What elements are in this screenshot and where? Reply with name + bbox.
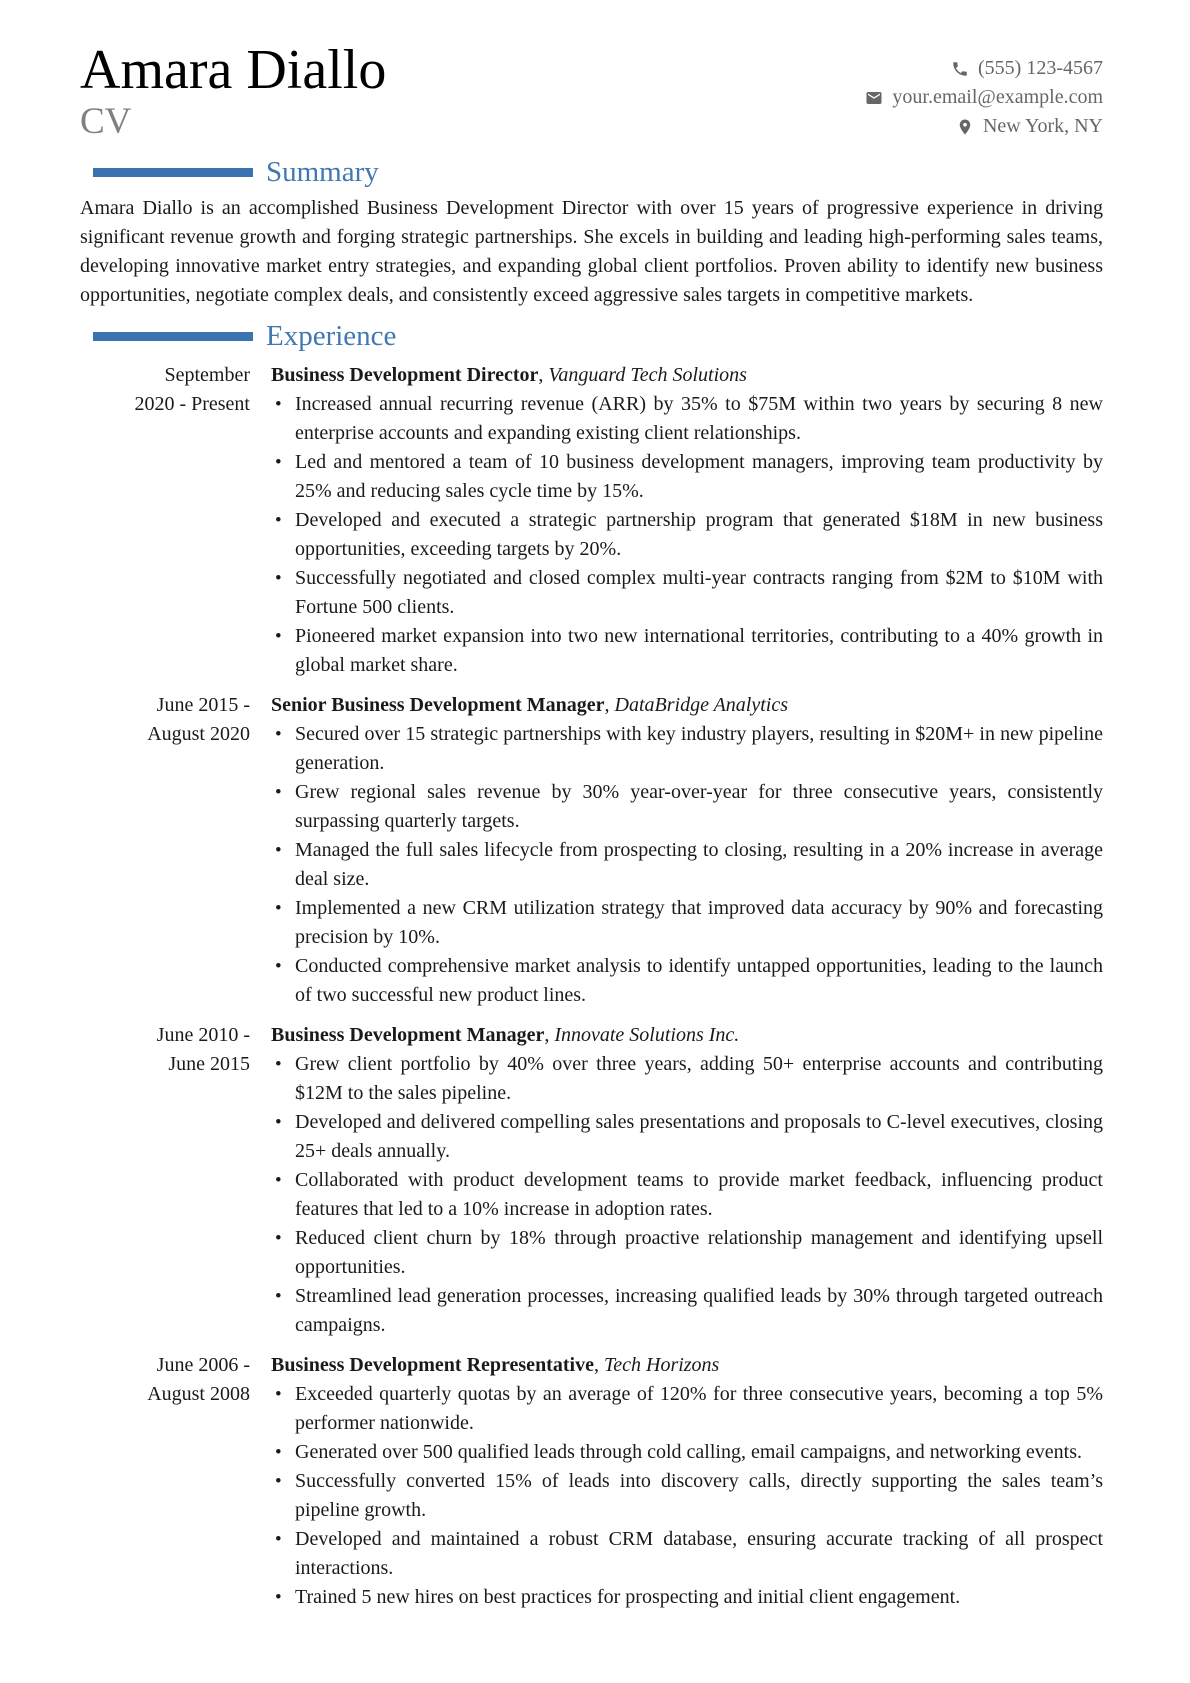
job-date-line: August 2008 [147, 1382, 250, 1405]
job-bullet: • Collaborated with product development teams to provide market feedback, influencing product features that led to a 10% increase in adoption rates. [295, 1166, 1103, 1224]
job-body [271, 361, 1103, 680]
job-body [271, 1021, 1103, 1340]
job-title: Business Development Manager [271, 1023, 545, 1046]
job-title-line [271, 1021, 1103, 1050]
email-address: your.email@example.com [892, 86, 1103, 108]
job-title-line [271, 691, 1103, 720]
job-date [80, 691, 250, 1010]
phone-icon [951, 60, 969, 78]
summary-section-title: Summary [266, 156, 379, 188]
job-bullet: • Developed and maintained a robust CRM database, ensuring accurate tracking of all prospect interactions. [295, 1525, 1103, 1583]
experience-entry [80, 1351, 1103, 1612]
job-bullet: • Developed and delivered compelling sales presentations and proposals to C-level executives, closing 25+ deals annually. [295, 1108, 1103, 1166]
job-bullet: • Reduced client churn by 18% through proactive relationship management and identifying upsell opportunities. [295, 1224, 1103, 1282]
job-bullet-list [271, 1380, 1103, 1612]
job-bullet: • Exceeded quarterly quotas by an average of 120% for three consecutive years, becoming a top 5% performer nationwide. [295, 1380, 1103, 1438]
job-title-separator: , [544, 1023, 555, 1046]
job-bullet: • Secured over 15 strategic partnerships with key industry players, resulting in $20M+ in new pipeline generation. [295, 720, 1103, 778]
experience-entry [80, 1021, 1103, 1340]
job-date-line: June 2010 - [156, 1023, 250, 1046]
job-bullet: • Increased annual recurring revenue (ARR) by 35% to $75M within two years by securing 8 new enterprise accounts and expanding existing client relationships. [295, 390, 1103, 448]
job-company: Vanguard Tech Solutions [548, 363, 747, 386]
job-bullet: • Successfully negotiated and closed complex multi-year contracts ranging from $2M to $10M with Fortune 500 clients. [295, 564, 1103, 622]
header [80, 39, 1103, 143]
job-bullet: • Grew regional sales revenue by 30% year-over-year for three consecutive years, consistently surpassing quarterly targets. [295, 778, 1103, 836]
job-bullet: • Pioneered market expansion into two new international territories, contributing to a 40% growth in global market share. [295, 622, 1103, 680]
job-bullet: • Led and mentored a team of 10 business development managers, improving team productivity by 25% and reducing sales cycle time by 15%. [295, 448, 1103, 506]
job-bullet: • Grew client portfolio by 40% over three years, adding 50+ enterprise accounts and contributing $12M to the sales pipeline. [295, 1050, 1103, 1108]
summary-section [80, 157, 1103, 310]
envelope-icon [865, 89, 883, 107]
job-title-separator: , [538, 363, 549, 386]
job-date [80, 1351, 250, 1612]
section-accent-bar [93, 168, 253, 177]
job-title-line [271, 361, 1103, 390]
name-heading: Amara Diallo [80, 39, 387, 101]
experience-entry [80, 361, 1103, 680]
job-body [271, 1351, 1103, 1612]
job-body [271, 691, 1103, 1010]
job-title: Business Development Director [271, 363, 539, 386]
contact-phone-row [865, 54, 1103, 83]
contact-email-row [865, 83, 1103, 112]
job-bullet: • Implemented a new CRM utilization strategy that improved data accuracy by 90% and forecasting precision by 10%. [295, 894, 1103, 952]
job-bullet: • Conducted comprehensive market analysis to identify untapped opportunities, leading to the launch of two successful new product lines. [295, 952, 1103, 1010]
job-title: Senior Business Development Manager [271, 693, 605, 716]
job-bullet: • Trained 5 new hires on best practices for prospecting and initial client engagement. [295, 1583, 1103, 1612]
job-company: Innovate Solutions Inc. [554, 1023, 740, 1046]
job-title: Business Development Representative [271, 1353, 594, 1376]
phone-number: (555) 123-4567 [978, 57, 1103, 79]
job-company: Tech Horizons [603, 1353, 720, 1376]
summary-text: Amara Diallo is an accomplished Business Development Director with over 15 years of progressive experience in driving significant revenue growth and forging strategic partnerships. She excels in building and leading high-performing sales teams, developing innovative market entry strategies, and expanding global client portfolios. Proven ability to identify new business opportunities, negotiate complex deals, and consistently exceed aggressive sales targets in competitive markets. [80, 196, 1103, 306]
job-company: DataBridge Analytics [614, 693, 789, 716]
job-date [80, 1021, 250, 1340]
job-bullet: • Generated over 500 qualified leads through cold calling, email campaigns, and networking events. [295, 1438, 1103, 1467]
header-identity [80, 39, 387, 143]
location-text: New York, NY [982, 115, 1103, 137]
job-bullet-list [271, 1050, 1103, 1340]
job-bullet: • Successfully converted 15% of leads into discovery calls, directly supporting the sales team’s pipeline growth. [295, 1467, 1103, 1525]
job-date-line: September [164, 363, 250, 386]
job-title-separator: , [604, 693, 615, 716]
job-date [80, 361, 250, 680]
job-bullet: • Streamlined lead generation processes, increasing qualified leads by 30% through targeted outreach campaigns. [295, 1282, 1103, 1340]
experience-entries [80, 361, 1103, 1612]
job-title-separator: , [593, 1353, 604, 1376]
contact-block [865, 54, 1103, 141]
job-date-line: June 2015 - [156, 693, 250, 716]
experience-section-title: Experience [266, 319, 397, 352]
job-bullet-list [271, 720, 1103, 1010]
summary-section-header [80, 157, 1103, 189]
job-bullet-list [271, 390, 1103, 680]
location-pin-icon [956, 118, 974, 136]
job-date-line: August 2020 [147, 722, 250, 745]
experience-section-header [80, 321, 1103, 353]
contact-location-row [865, 112, 1103, 141]
experience-entry [80, 691, 1103, 1010]
job-bullet: • Managed the full sales lifecycle from prospecting to closing, resulting in a 20% increase in average deal size. [295, 836, 1103, 894]
cv-subtitle: CV [80, 101, 132, 143]
job-date-line: 2020 - Present [134, 392, 250, 415]
job-date-line: June 2006 - [156, 1353, 250, 1376]
job-date-line: June 2015 [168, 1052, 250, 1075]
experience-section [80, 321, 1103, 1612]
job-title-line [271, 1351, 1103, 1380]
section-accent-bar [93, 332, 253, 341]
job-bullet: • Developed and executed a strategic partnership program that generated $18M in new business opportunities, exceeding targets by 20%. [295, 506, 1103, 564]
